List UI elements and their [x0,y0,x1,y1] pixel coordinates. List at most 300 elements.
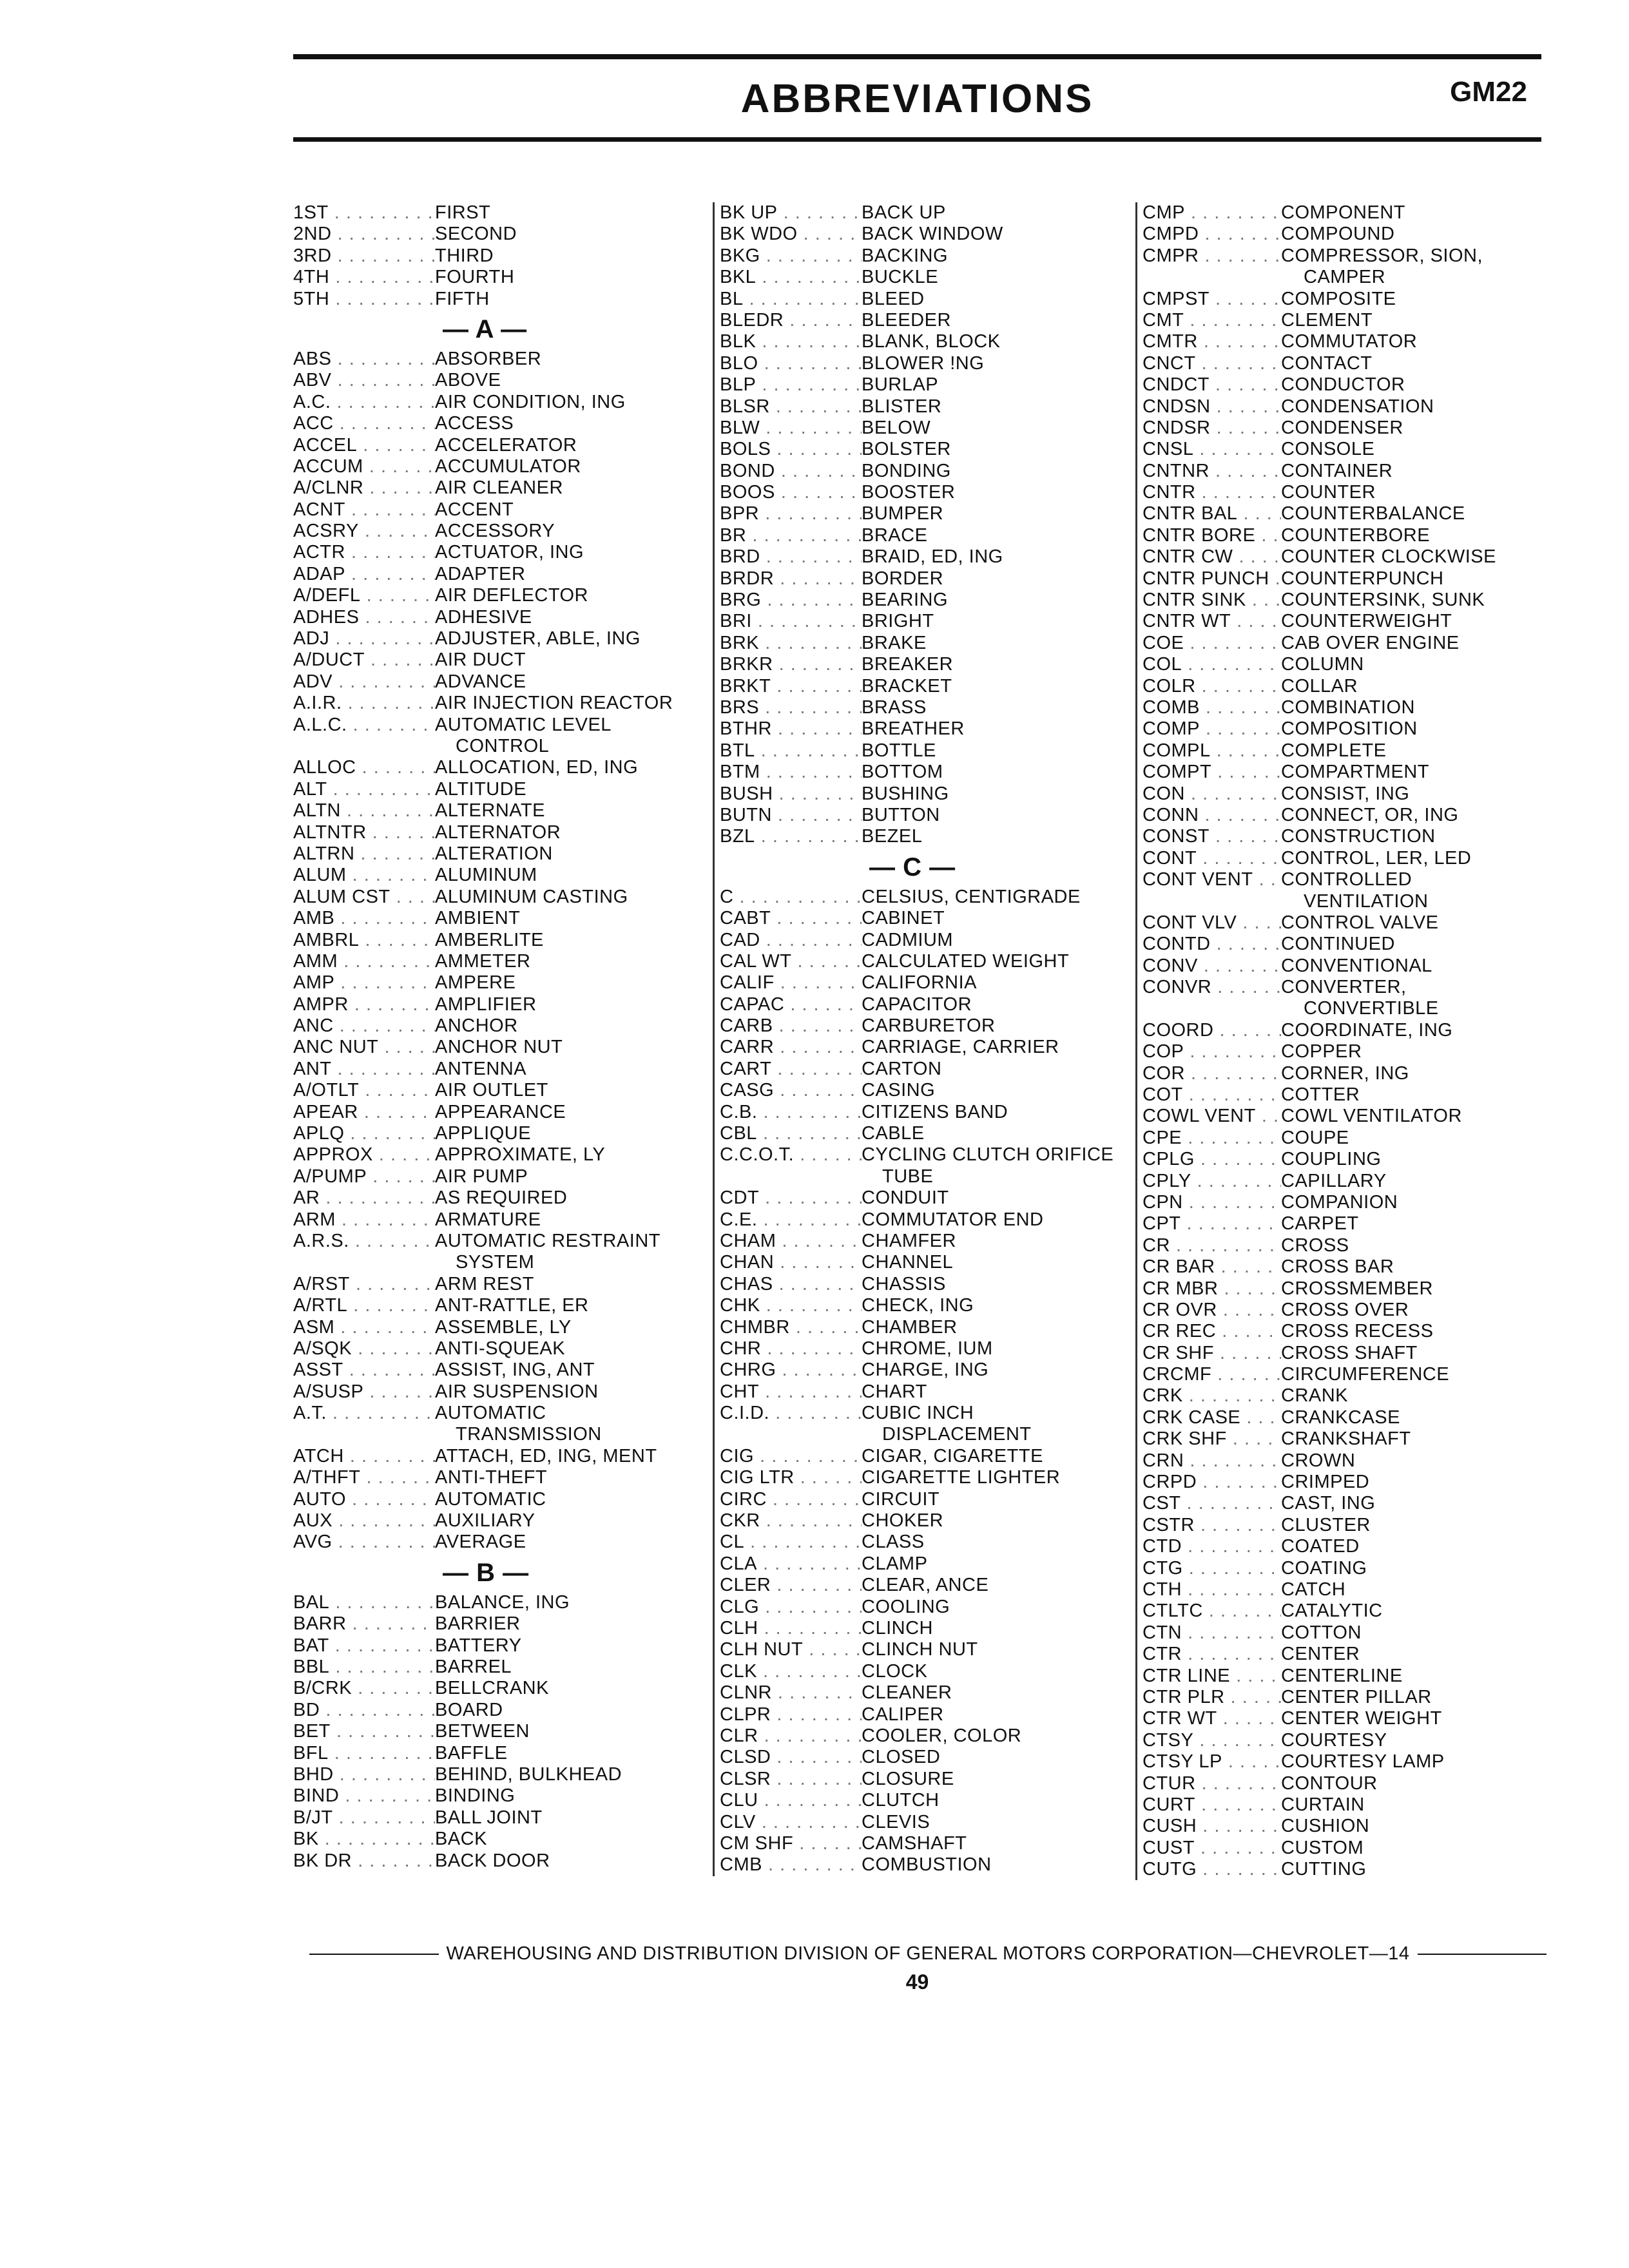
abbreviation-entry [293,1144,706,1166]
meaning: CROWN [1281,1450,1356,1471]
abbreviation: CRCMF . . . [1142,1364,1281,1385]
meaning: COUPE [1281,1127,1349,1148]
abbreviation: C.I.D. . . . [720,1403,862,1424]
abbreviation: BKG . . . [720,245,862,267]
meaning: COMPLETE [1281,740,1387,761]
abbreviation: AR . . . [293,1187,435,1209]
meaning: BLEEDER [862,309,951,331]
abbreviation: CHK . . . [720,1295,862,1316]
abbreviation-entry [293,1059,706,1080]
abbreviation: A/SUSP . . . [293,1381,435,1403]
footer-rule-right [1418,1954,1547,1955]
meaning: CROSS SHAFT [1281,1342,1418,1363]
meaning: BATTERY [435,1635,522,1656]
meaning: ANTENNA [435,1058,527,1079]
abbreviation-entry [720,202,1132,224]
meaning: BAFFLE [435,1742,508,1763]
meaning: ANCHOR NUT [435,1037,563,1058]
meaning: CONTROLLED [1281,869,1412,890]
meaning: BACK DOOR [435,1850,550,1871]
abbreviation: CRN . . . [1142,1450,1281,1472]
abbreviation-entry [1142,1558,1548,1579]
abbreviation: CARR . . . [720,1037,862,1058]
abbreviation: CLPR . . . [720,1704,862,1725]
abbreviation: CIRC . . . [720,1489,862,1510]
abbreviation: BRS . . . [720,697,862,718]
meaning: BARRIER [435,1613,521,1635]
abbreviation-entry [1142,934,1548,955]
abbreviation: CPE . . . [1142,1128,1281,1149]
meaning-continuation: CAMPER [1304,267,1386,288]
meaning: AIR INJECTION REACTOR [435,693,673,714]
abbreviation: ATCH . . . [293,1446,435,1467]
abbreviation-entry [1142,590,1548,611]
meaning: BETWEEN [435,1721,530,1742]
meaning: FIFTH [435,288,490,309]
abbreviation: BTM . . . [720,762,862,783]
abbreviation-entry [1142,374,1548,396]
meaning: AUTOMATIC RESTRAINT [435,1230,660,1251]
abbreviation: BLP . . . [720,374,862,396]
abbreviation: C.E. . . . [720,1209,862,1231]
abbreviation: CUST . . . [1142,1838,1281,1859]
meaning: ACCENT [435,499,514,520]
abbreviation-entry [1142,224,1548,245]
abbreviation-entry [1142,718,1548,740]
abbreviation-entry [293,1381,706,1403]
abbreviation: BRD . . . [720,546,862,568]
meaning: AMPERE [435,972,516,994]
abbreviation: AMB . . . [293,908,435,929]
meaning: BREAKER [862,654,954,675]
meaning: CHANNEL [862,1252,954,1273]
meaning: CATCH [1281,1579,1346,1600]
meaning: BORDER [862,568,944,589]
abbreviation-entry [293,1764,706,1785]
abbreviation-entry [293,289,706,310]
abbreviation-entry [720,1682,1132,1704]
abbreviation-entry [293,671,706,693]
abbreviation-entry [293,930,706,951]
abbreviation-entry [293,245,706,267]
abbreviation: CLSR . . . [720,1769,862,1790]
meaning: CENTER [1281,1644,1360,1665]
abbreviation: ARM . . . [293,1209,435,1231]
abbreviation: CHAN . . . [720,1252,862,1273]
abbreviation: COLR . . . [1142,676,1281,697]
abbreviation-entry [293,392,706,413]
abbreviation: AMM . . . [293,951,435,972]
meaning-continuation: SYSTEM [456,1252,535,1273]
abbreviation: CONN . . . [1142,805,1281,826]
abbreviation: CLSD . . . [720,1747,862,1768]
abbreviation-entry [293,521,706,542]
meaning: CHECK, ING [862,1295,974,1316]
abbreviation-entry [720,1123,1132,1144]
abbreviation: CTR WT . . . [1142,1708,1281,1729]
abbreviation-entry [720,1037,1132,1058]
abbreviation-entry [1142,568,1548,590]
meaning-continuation: VENTILATION [1304,890,1429,912]
meaning: BONDING [862,460,951,481]
abbreviation-entry [293,1592,706,1613]
meaning: CLAMP [862,1553,928,1574]
meaning: CLASS [862,1532,925,1553]
abbreviation-entry [720,525,1132,546]
abbreviation: BLSR . . . [720,396,862,418]
abbreviation-entry [720,482,1132,503]
abbreviation-entry [1142,1192,1548,1213]
abbreviation-entry [720,805,1132,826]
meaning: CHARGE, ING [862,1360,989,1381]
meaning: ACTUATOR, ING [435,542,584,563]
meaning: CAMSHAFT [862,1832,967,1854]
abbreviation-entry [1142,1859,1548,1880]
abbreviation-entry [1142,289,1548,310]
column-2 [713,202,1132,1876]
meaning: BREATHER [862,718,965,740]
abbreviation-entry [293,843,706,865]
abbreviation: ASM . . . [293,1317,435,1338]
meaning: ACCELERATOR [435,434,577,456]
abbreviation-entry [1142,1622,1548,1644]
abbreviation: BPR . . . [720,503,862,524]
abbreviation: CR . . . [1142,1235,1281,1256]
abbreviation: CUSH . . . [1142,1816,1281,1837]
abbreviation: CL . . . [720,1532,862,1553]
abbreviation-entry [1142,1515,1548,1536]
abbreviation: CIG . . . [720,1446,862,1467]
meaning: COUNTER [1281,482,1376,503]
meaning: BOTTLE [862,740,936,761]
meaning: CENTER PILLAR [1281,1686,1432,1707]
meaning: APPROXIMATE, LY [435,1144,606,1166]
abbreviation-entry [1142,1600,1548,1622]
abbreviation-entry [720,1597,1132,1618]
abbreviation: CRK CASE . . . [1142,1407,1281,1428]
abbreviation: CR MBR . . . [1142,1278,1281,1300]
abbreviation: COR . . . [1142,1063,1281,1084]
meaning: COATED [1281,1536,1360,1557]
abbreviation: BK WDO . . . [720,224,862,245]
abbreviation-entry [720,1059,1132,1080]
abbreviation: ADJ . . . [293,628,435,649]
abbreviation-entry [293,1532,706,1553]
section-heading: — A — [443,314,527,343]
abbreviation: CHT . . . [720,1381,862,1403]
abbreviation: BR . . . [720,525,862,546]
abbreviation: CTSY LP . . . [1142,1751,1281,1773]
abbreviation-entry [720,1467,1132,1488]
abbreviation-entry [293,1700,706,1721]
abbreviation-entry [293,1743,706,1764]
meaning: CONTOUR [1281,1773,1378,1794]
meaning: CONTROL VALVE [1281,912,1439,933]
abbreviation: A/OTLT . . . [293,1080,435,1101]
meaning: COMMUTATOR END [862,1209,1044,1230]
meaning: AVERAGE [435,1532,526,1553]
abbreviation: BRDR . . . [720,568,862,590]
meaning: BRACE [862,524,928,546]
abbreviation-entry [1142,1256,1548,1278]
abbreviation: 4TH . . . [293,267,435,288]
abbreviation-entry [293,1317,706,1338]
abbreviation-entry [720,611,1132,632]
meaning: CLEVIS [862,1811,930,1832]
meaning: BUCKLE [862,267,939,288]
abbreviation: CTUR . . . [1142,1773,1281,1794]
abbreviation: BAL . . . [293,1592,435,1613]
abbreviation-entry [1142,1128,1548,1149]
meaning-continuation: TRANSMISSION [456,1424,602,1445]
abbreviation-entry [720,908,1132,929]
abbreviation-entry [1142,439,1548,460]
section-heading: — B — [443,1558,529,1587]
abbreviation-entry [1142,1041,1548,1062]
abbreviation: A/SQK . . . [293,1338,435,1360]
abbreviation: BHD . . . [293,1764,435,1785]
meaning: COMMUTATOR [1281,331,1418,352]
abbreviation: BRI . . . [720,611,862,632]
abbreviation: CARB . . . [720,1015,862,1037]
meaning: ALTERNATOR [435,822,561,843]
meaning-continuation: CONVERTIBLE [1304,998,1439,1019]
meaning: COMPANION [1281,1191,1398,1213]
abbreviation-entry [720,1532,1132,1553]
abbreviation: BRG . . . [720,590,862,611]
abbreviation-entry [293,908,706,929]
meaning: AMBIENT [435,908,521,929]
meaning: CLUTCH [862,1790,940,1811]
abbreviation: CART . . . [720,1059,862,1080]
abbreviation-entry [720,826,1132,847]
abbreviation-entry [720,930,1132,951]
meaning: CONDENSER [1281,417,1403,438]
abbreviation: CST . . . [1142,1493,1281,1514]
abbreviation-entry [1142,1751,1548,1773]
abbreviation-entry [1142,353,1548,374]
meaning: CHAMBER [862,1316,958,1338]
abbreviation: CMPST . . . [1142,289,1281,310]
abbreviation: 5TH . . . [293,289,435,310]
abbreviation-entry [720,1854,1132,1876]
abbreviation-entry [1142,1472,1548,1493]
abbreviation-entry [720,1747,1132,1768]
meaning: BARREL [435,1657,512,1677]
abbreviation: CON . . . [1142,783,1281,805]
abbreviation: B/JT . . . [293,1807,435,1829]
meaning: COUNTERBORE [1281,524,1431,546]
abbreviation-entry [1142,1343,1548,1364]
meaning: CAPACITOR [862,994,972,1015]
meaning: ABOVE [435,370,501,391]
abbreviation-entry [720,887,1132,908]
footer [309,1943,1547,1965]
abbreviation-entry [720,783,1132,805]
meaning: CROSS BAR [1281,1256,1394,1278]
abbreviation-entry [720,697,1132,718]
meaning: BEARING [862,590,949,611]
abbreviation-entry [1142,1364,1548,1385]
meaning: ACCESSORY [435,521,555,542]
meaning: BACK UP [862,202,946,223]
abbreviation: CLH . . . [720,1618,862,1639]
meaning: COPPER [1281,1041,1362,1062]
abbreviation: CDT . . . [720,1187,862,1209]
abbreviation-entry [1142,503,1548,524]
meaning: ACCESS [435,413,514,434]
abbreviation: ACCUM . . . [293,456,435,477]
abbreviation-entry [1142,633,1548,654]
abbreviation: ABV . . . [293,370,435,391]
abbreviation-entry [720,503,1132,524]
abbreviation-entry [1142,525,1548,546]
abbreviation-entry [720,1080,1132,1101]
meaning: COMBINATION [1281,697,1415,718]
meaning: ASSEMBLE, LY [435,1316,572,1338]
meaning: COATING [1281,1557,1367,1579]
abbreviation-entry [720,396,1132,418]
meaning: CONDENSATION [1281,396,1434,417]
abbreviation-entry [720,1812,1132,1833]
meaning: CONVERTER, [1281,977,1407,998]
abbreviation: COT . . . [1142,1084,1281,1106]
abbreviation: COMB . . . [1142,697,1281,718]
abbreviation: ACCEL . . . [293,435,435,456]
abbreviation-entry [1142,1213,1548,1235]
abbreviation-entry [720,1015,1132,1037]
meaning: BLANK, BLOCK [862,331,1001,352]
abbreviation-entry [293,267,706,288]
abbreviation: BAT . . . [293,1635,435,1657]
abbreviation: BOND . . . [720,461,862,482]
abbreviation-entry [1142,654,1548,675]
abbreviation-entry [1142,912,1548,934]
abbreviation-entry [293,972,706,994]
abbreviation-entry [1142,1536,1548,1557]
abbreviation-entry [1142,1321,1548,1342]
meaning: COWL VENTILATOR [1281,1106,1462,1127]
abbreviation-entry [293,1489,706,1510]
meaning: CIRCUIT [862,1488,940,1510]
abbreviation-entry [1142,676,1548,697]
abbreviation: C . . . [720,887,862,908]
abbreviation: COMPL . . . [1142,740,1281,762]
abbreviation-entry [293,715,706,736]
abbreviation: BKL . . . [720,267,862,288]
abbreviation-entry [1142,1450,1548,1472]
abbreviation-entry [293,499,706,521]
abbreviation-entry [720,994,1132,1015]
abbreviation-entry [293,542,706,563]
abbreviation: CABT . . . [720,908,862,929]
abbreviation: CTSY . . . [1142,1730,1281,1751]
abbreviation-entry [1142,1407,1548,1428]
abbreviation: A.T. . . . [293,1403,435,1424]
meaning: FIRST [435,202,491,223]
meaning: AS REQUIRED [435,1187,568,1209]
meaning: BACK [435,1829,487,1850]
abbreviation: CNTNR . . . [1142,461,1281,482]
meaning: CONSTRUCTION [1281,826,1436,847]
abbreviation-entry [720,1360,1132,1381]
meaning: ADHESIVE [435,606,532,628]
meaning: CONTINUED [1281,934,1395,955]
meaning: CONTAINER [1281,460,1393,481]
meaning-continuation: TUBE [882,1166,934,1187]
section-heading: — C — [869,852,956,881]
meaning: AIR SUSPENSION [435,1381,599,1402]
abbreviation-entry [720,1790,1132,1811]
abbreviation: ABS . . . [293,349,435,370]
meaning: ADJUSTER, ABLE, ING [435,628,641,649]
meaning: COMPRESSOR, SION, [1281,245,1483,266]
abbreviation-entry [720,289,1132,310]
abbreviation: AVG . . . [293,1532,435,1553]
abbreviation-entry [720,331,1132,352]
abbreviation-entry [293,779,706,800]
meaning-continuation: CONTROL [456,735,550,756]
meaning: CHART [862,1381,927,1402]
abbreviation-entry [720,1769,1132,1790]
meaning: ACCUMULATOR [435,456,581,477]
abbreviation: BOOS . . . [720,482,862,503]
abbreviation: COORD . . . [1142,1020,1281,1041]
abbreviation-entry [293,202,706,224]
footer-rule-left [309,1954,439,1955]
abbreviation-entry [720,1209,1132,1231]
meaning: COUNTERWEIGHT [1281,611,1452,632]
meaning: CHAMFER [862,1230,956,1251]
abbreviation-entry [293,1166,706,1187]
meaning: CONDUCTOR [1281,374,1405,396]
meaning: AUTOMATIC LEVEL [435,714,612,735]
abbreviation: COP . . . [1142,1041,1281,1062]
meaning: CARTON [862,1058,942,1079]
meaning: CLOSURE [862,1768,954,1789]
abbreviation: COMPT . . . [1142,762,1281,783]
meaning: CLEANER [862,1682,952,1704]
abbreviation-entry [293,865,706,886]
abbreviation-entry [293,1850,706,1872]
abbreviation: A/DEFL . . . [293,585,435,606]
meaning: AMBERLITE [435,929,544,950]
abbreviation-entry [293,435,706,456]
abbreviation: CNTR CW . . . [1142,546,1281,568]
abbreviation: ANC NUT . . . [293,1037,435,1058]
abbreviation-entry [720,1295,1132,1316]
abbreviation: BLK . . . [720,331,862,352]
abbreviation-entry [293,693,706,714]
meaning: CONTACT [1281,352,1373,374]
abbreviation-entry [720,1510,1132,1532]
abbreviation: CNTR SINK . . . [1142,590,1281,611]
meaning: BACK WINDOW [862,224,1003,245]
meaning: BUSHING [862,783,949,804]
abbreviation: APEAR . . . [293,1102,435,1123]
abbreviation-entry [293,1829,706,1850]
meaning: CIGAR, CIGARETTE [862,1445,1043,1466]
abbreviation: CNTR WT . . . [1142,611,1281,632]
abbreviation: AMP . . . [293,972,435,994]
abbreviation: BL . . . [720,289,862,310]
abbreviation-entry [1142,396,1548,418]
abbreviation-entry [720,1489,1132,1510]
abbreviation: CHR . . . [720,1338,862,1360]
meaning: BRIGHT [862,611,934,632]
meaning: CONDUIT [862,1187,949,1209]
abbreviation: CMB . . . [720,1854,862,1876]
